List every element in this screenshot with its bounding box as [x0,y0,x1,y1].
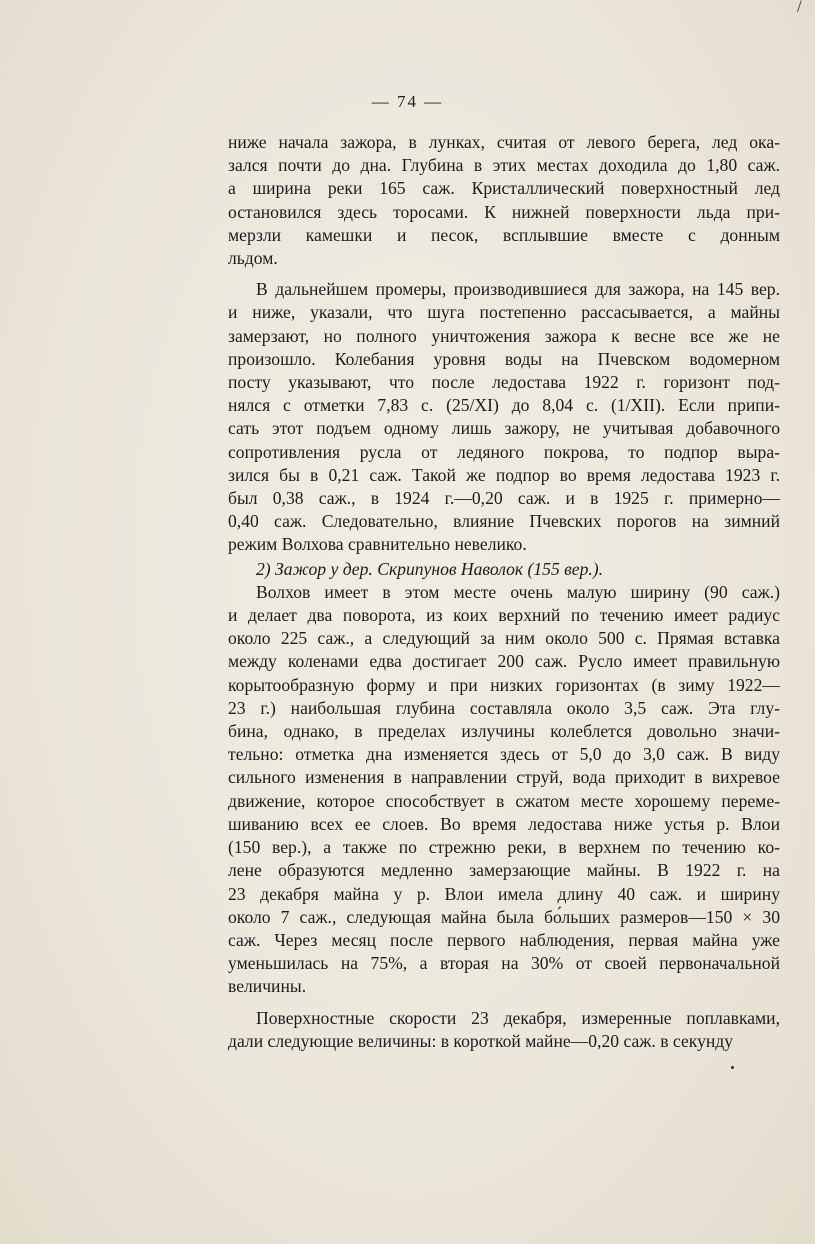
text-line: движение, которое способствует в сжатом месте хорошему переме- [228,790,780,811]
text-line: между коленами едва достигает 200 саж. Русло имеет правильную [228,651,780,672]
paragraph-gap [228,999,780,1007]
text-line: зился бы в 0,21 саж. Такой же подпор во время ледостава 1923 г. [228,464,780,485]
text-line: Волхов имеет в этом месте очень малую ширину (90 саж.) [256,581,780,602]
text-line: величины. [228,976,307,997]
text-line: бина, однако, в пределах излучины колеблется довольно значи- [228,721,780,742]
text-line: был 0,38 саж., в 1924 г.—0,20 саж. и в 1925 г. примерно— [228,488,780,509]
ink-speck [731,1066,734,1069]
text-line: около 7 саж., следующая майна была бо́льших размеров—150 × 30 [228,906,780,927]
text-line: корытообразную форму и при низких горизонтах (в зиму 1922— [228,674,780,695]
text-line: В дальнейшем промеры, производившиеся для зажора, на 145 вер. [256,279,780,300]
text-line: (150 вер.), а также по стрежню реки, в верхнем по течению ко- [228,837,780,858]
paragraph-gap [228,270,780,278]
section-heading [228,558,780,581]
text-line: тельно: отметка дна изменяется здесь от 5,0 до 3,0 саж. В виду [228,744,780,765]
text-line: лене образуются медленно замерзающие майны. В 1922 г. на [228,860,780,881]
text-line: сильного изменения в направлении струй, вода приходит в вихревое [228,767,780,788]
text-line: зался почти до дна. Глубина в этих местах доходила до 1,80 саж. [228,155,780,176]
text-line: сопротивления русла от ледяного покрова, то подпор выра- [228,441,780,462]
corner-mark: / [797,0,802,15]
text-line: остановился здесь торосами. К нижней поверхности льда при- [228,201,780,222]
text-line: замерзают, но полного уничтожения зажора к весне все же не [228,325,780,346]
text-line: 23 декабря майна у р. Влои имела длину 40 саж. и ширину [228,883,780,904]
text-line: произошло. Колебания уровня воды на Пчевском водомерном [228,348,780,369]
text-line: посту указывают, что после ледостава 1922 г. горизонт под- [228,372,780,393]
page-number: — 74 — [371,92,444,111]
paragraph [228,1007,780,1053]
text-line: уменьшилась на 75%, а вторая на 30% от своей первоначальной [228,953,780,974]
text-line: а ширина реки 165 саж. Кристаллический поверхностный лед [228,178,780,199]
text-line: шиванию всех ее слоев. Во время ледостава ниже устья р. Влои [228,813,780,834]
paragraph [228,581,780,999]
text-line: саж. Через месяц после первого наблюдения, первая майна уже [228,929,780,950]
text-line: 0,40 саж. Следовательно, влияние Пчевских порогов на зимний [228,511,780,532]
text-line: и делает два поворота, из коих верхний по течению имеет радиус [228,605,780,626]
text-line: около 225 саж., а следующий за ним около 500 с. Прямая вставка [228,628,780,649]
text-line: нялся с отметки 7,83 с. (25/XI) до 8,04 с. (1/XII). Если припи- [228,395,780,416]
text-line: режим Волхова сравнительно невелико. [228,534,527,555]
text-line: 2) Зажор у дер. Скрипунов Наволок (155 вер.). [256,558,604,579]
paragraph [228,278,780,556]
text-line: 23 г.) наибольшая глубина составляла около 3,5 саж. Эта глу- [228,697,780,718]
text-line: льдом. [228,248,278,269]
text-line: ниже начала зажора, в лунках, считая от левого берега, лед ока- [228,132,780,152]
text-line: сать этот подъем одному лишь зажору, не учитывая добавочного [228,418,780,439]
text-line: дали следующие величины: в короткой майне—0,20 саж. в секунду [228,1030,734,1051]
text-line: Поверхностные скорости 23 декабря, измеренные поплавками, [256,1007,780,1028]
text-line: и ниже, указали, что шуга постепенно рассасывается, а майны [228,302,780,323]
text-line: мерзли камешки и песок, всплывшие вместе с донным [228,224,780,245]
text-body [228,131,780,1053]
paragraph [228,131,780,270]
